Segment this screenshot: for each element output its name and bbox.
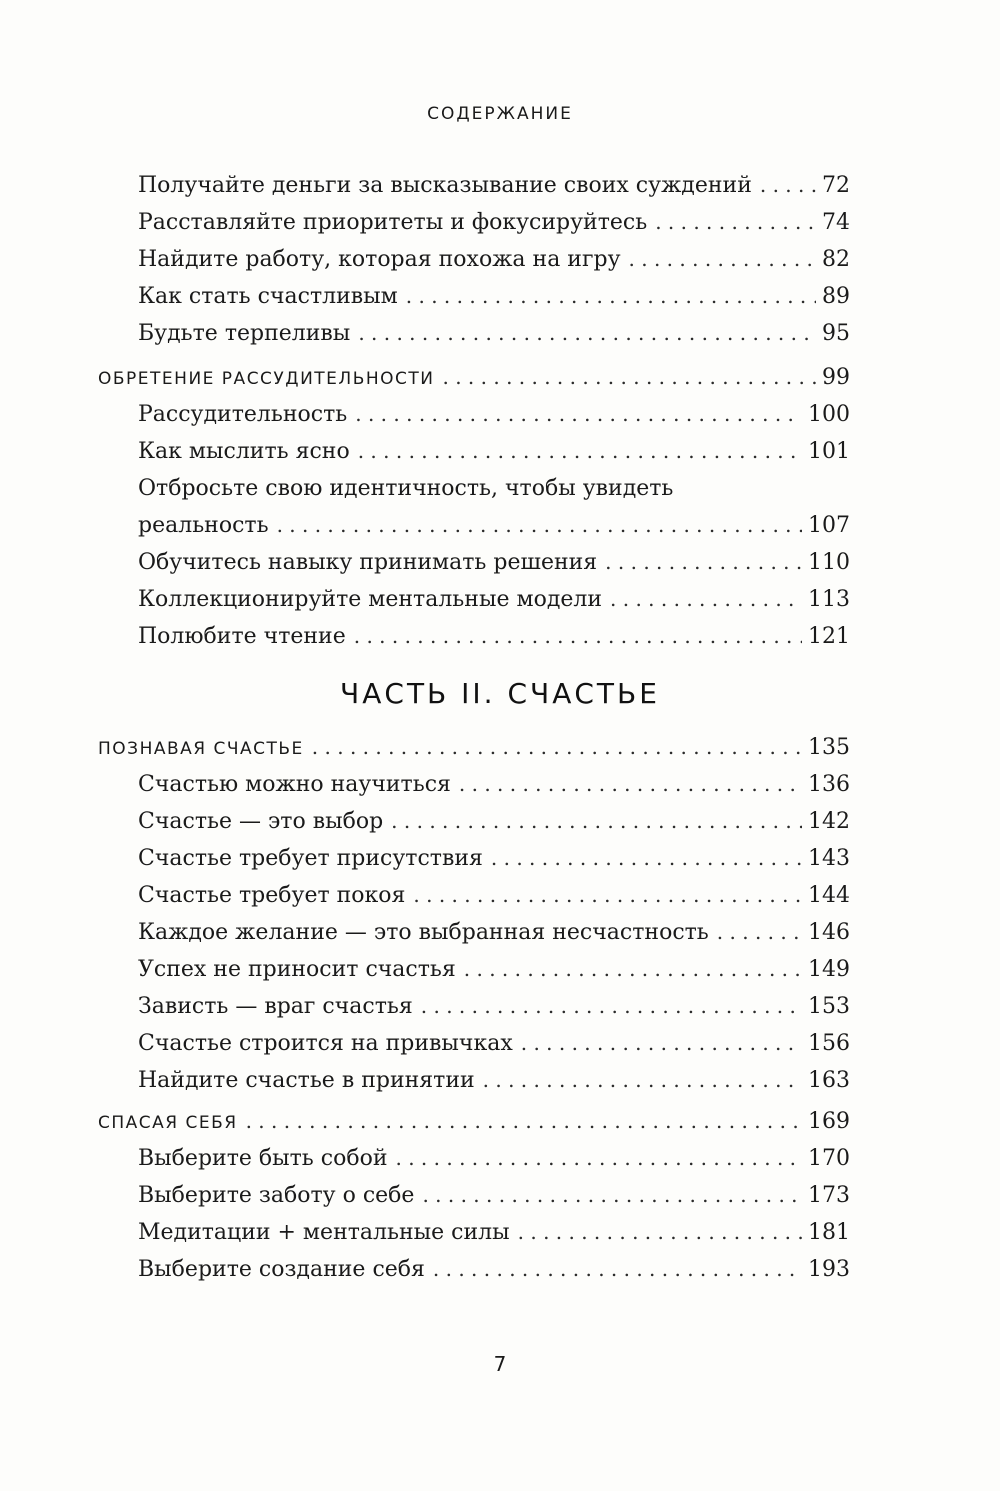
leader-dots xyxy=(629,241,816,278)
entry-page: 170 xyxy=(808,1146,850,1171)
leader-dots xyxy=(491,840,802,877)
entry-page: 142 xyxy=(808,809,850,834)
entry-title: Найдите счастье в принятии xyxy=(0,1062,483,1099)
leader-dots xyxy=(358,315,816,352)
entry-page: 101 xyxy=(808,439,850,464)
entry-title: Коллекционируйте ментальные модели xyxy=(0,581,610,618)
leader-dots xyxy=(246,1103,802,1140)
entry-title: Успех не приносит счастья xyxy=(0,951,464,988)
leader-dots xyxy=(422,1177,802,1214)
entry-title: Каждое желание — это выбранная несчастность xyxy=(0,914,717,951)
entry-page: 149 xyxy=(808,957,850,982)
leader-dots xyxy=(518,1214,802,1251)
toc-entry xyxy=(0,1025,1000,1062)
toc-entry xyxy=(0,951,1000,988)
leader-dots xyxy=(610,581,802,618)
toc-entry xyxy=(0,315,1000,352)
toc-entry xyxy=(0,1062,1000,1099)
entry-title: Медитации + ментальные силы xyxy=(0,1214,518,1251)
entry-title: Расставляйте приоритеты и фокусируйтесь xyxy=(0,204,655,241)
toc-chapter-happiness xyxy=(0,729,1000,1099)
entry-page: 193 xyxy=(808,1257,850,1282)
entry-page: 89 xyxy=(822,284,850,309)
toc-entry xyxy=(0,1251,1000,1288)
toc-entry xyxy=(0,167,1000,204)
toc-entry xyxy=(0,840,1000,877)
toc-chapter-save xyxy=(0,1103,1000,1288)
entry-page: 146 xyxy=(808,920,850,945)
entry-title: Будьте терпеливы xyxy=(0,315,358,352)
chapter-page: 169 xyxy=(808,1109,850,1134)
chapter-title: СПАСАЯ СЕБЯ xyxy=(0,1105,246,1142)
toc-entry xyxy=(0,433,1000,470)
entry-title: Зависть — враг счастья xyxy=(0,988,421,1025)
entry-page: 136 xyxy=(808,772,850,797)
entry-page: 110 xyxy=(808,550,850,575)
entry-page: 173 xyxy=(808,1183,850,1208)
toc-entry xyxy=(0,1177,1000,1214)
toc-entry xyxy=(0,988,1000,1025)
leader-dots xyxy=(312,729,802,766)
toc-entry xyxy=(0,877,1000,914)
entry-title: Счастье требует присутствия xyxy=(0,840,491,877)
entry-title: Счастью можно научиться xyxy=(0,766,459,803)
page-number: 7 xyxy=(493,1352,507,1376)
entry-page: 153 xyxy=(808,994,850,1019)
leader-dots xyxy=(277,507,802,544)
entry-page: 72 xyxy=(822,173,850,198)
part-heading: ЧАСТЬ II. СЧАСТЬЕ xyxy=(340,677,660,710)
toc-entry xyxy=(0,204,1000,241)
leader-dots xyxy=(355,396,802,433)
entry-title-line1: Отбросьте свою идентичность, чтобы увидеть xyxy=(138,476,674,501)
entry-page: 156 xyxy=(808,1031,850,1056)
toc-entry xyxy=(0,396,1000,433)
entry-page: 121 xyxy=(808,624,850,649)
chapter-page: 99 xyxy=(822,365,850,390)
toc-entry xyxy=(0,766,1000,803)
entry-title: Счастье строится на привычках xyxy=(0,1025,521,1062)
leader-dots xyxy=(358,433,802,470)
leader-dots xyxy=(421,988,802,1025)
chapter-entry xyxy=(0,1103,1000,1140)
entry-title: Счастье требует покоя xyxy=(0,877,413,914)
toc-entry-wrapped xyxy=(0,470,1000,544)
leader-dots xyxy=(406,278,816,315)
leader-dots xyxy=(717,914,802,951)
entry-title: Как мыслить ясно xyxy=(0,433,358,470)
entry-page: 144 xyxy=(808,883,850,908)
leader-dots xyxy=(605,544,802,581)
entry-title: Счастье — это выбор xyxy=(0,803,391,840)
chapter-entry xyxy=(0,729,1000,766)
entry-title: Полюбите чтение xyxy=(0,618,354,655)
leader-dots xyxy=(464,951,802,988)
toc-entry xyxy=(0,581,1000,618)
leader-dots xyxy=(521,1025,802,1062)
entry-page: 107 xyxy=(808,513,850,538)
entry-page: 143 xyxy=(808,846,850,871)
leader-dots xyxy=(443,359,817,396)
entry-page: 163 xyxy=(808,1068,850,1093)
chapter-page: 135 xyxy=(808,735,850,760)
entry-title: Найдите работу, которая похожа на игру xyxy=(0,241,629,278)
entry-page: 181 xyxy=(808,1220,850,1245)
toc-entry xyxy=(0,803,1000,840)
toc-entry xyxy=(0,618,1000,655)
toc-entry xyxy=(0,1214,1000,1251)
toc-entry xyxy=(0,914,1000,951)
entry-title: Получайте деньги за высказывание своих суждений xyxy=(0,167,760,204)
chapter-title: ПОЗНАВАЯ СЧАСТЬЕ xyxy=(0,731,312,768)
leader-dots xyxy=(354,618,802,655)
entry-title: Выберите быть собой xyxy=(0,1140,396,1177)
leader-dots xyxy=(391,803,802,840)
entry-page: 74 xyxy=(822,210,850,235)
chapter-entry xyxy=(0,359,1000,396)
leader-dots xyxy=(413,877,802,914)
toc-section-1 xyxy=(0,167,1000,352)
entry-page: 113 xyxy=(808,587,850,612)
leader-dots xyxy=(396,1140,803,1177)
leader-dots xyxy=(483,1062,802,1099)
entry-title: Обучитесь навыку принимать решения xyxy=(0,544,605,581)
entry-page: 82 xyxy=(822,247,850,272)
entry-title: Как стать счастливым xyxy=(0,278,406,315)
entry-title-line2: реальность xyxy=(0,507,277,544)
running-head: СОДЕРЖАНИЕ xyxy=(427,104,573,124)
toc-entry xyxy=(0,1140,1000,1177)
toc-entry xyxy=(0,241,1000,278)
entry-title: Рассудительность xyxy=(0,396,355,433)
leader-dots xyxy=(459,766,802,803)
entry-title: Выберите заботу о себе xyxy=(0,1177,422,1214)
chapter-title: ОБРЕТЕНИЕ РАССУДИТЕЛЬНОСТИ xyxy=(0,361,443,398)
entry-page: 95 xyxy=(822,321,850,346)
entry-page: 100 xyxy=(808,402,850,427)
leader-dots xyxy=(760,167,816,204)
toc-entry xyxy=(0,278,1000,315)
toc-chapter-reason xyxy=(0,359,1000,655)
leader-dots xyxy=(433,1251,802,1288)
leader-dots xyxy=(655,204,816,241)
entry-title: Выберите создание себя xyxy=(0,1251,433,1288)
toc-entry xyxy=(0,544,1000,581)
